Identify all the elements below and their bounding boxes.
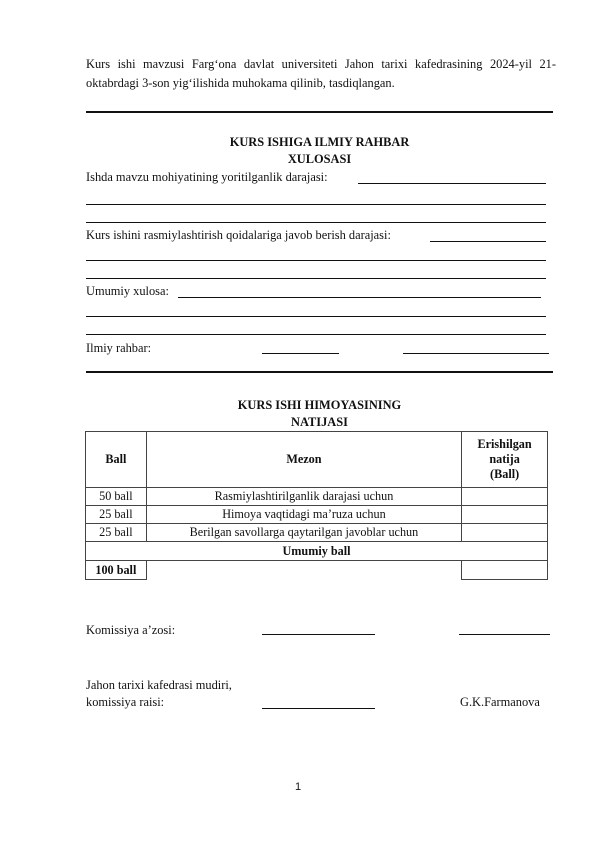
max-ball-label: 100 ball bbox=[86, 561, 147, 580]
coverage-field[interactable] bbox=[358, 183, 546, 184]
formatting-field[interactable] bbox=[430, 241, 546, 242]
coverage-line[interactable] bbox=[86, 204, 546, 205]
formatting-label: Kurs ishini rasmiylashtirish qoidalariga javob berish darajasi: bbox=[86, 228, 391, 242]
conclusion-title: KURS ISHIGA ILMIY RAHBAR bbox=[229, 135, 410, 149]
general-conclusion-line[interactable] bbox=[86, 334, 546, 335]
member-signature-field[interactable] bbox=[262, 634, 375, 635]
section-divider bbox=[86, 111, 553, 113]
supervisor-signature-field[interactable] bbox=[262, 353, 339, 354]
results-title: KURS ISHI HIMOYASINING bbox=[237, 398, 402, 412]
results-subtitle: NATIJASI bbox=[291, 415, 348, 429]
supervisor-label: Ilmiy rahbar: bbox=[86, 341, 152, 355]
total-result-cell[interactable] bbox=[462, 561, 548, 580]
row-ball: 50 ball bbox=[86, 488, 147, 506]
supervisor-name-field[interactable] bbox=[403, 353, 549, 354]
row-result-cell[interactable] bbox=[462, 488, 548, 506]
row-result-cell[interactable] bbox=[462, 524, 548, 542]
header-result: Erishilgan natija (Ball) bbox=[462, 432, 548, 488]
formatting-line[interactable] bbox=[86, 260, 546, 261]
total-label: Umumiy ball bbox=[86, 542, 548, 561]
commission-member-label: Komissiya a’zosi: bbox=[86, 623, 176, 637]
results-table bbox=[85, 431, 548, 580]
header-ball: Ball bbox=[86, 432, 147, 488]
max-row bbox=[86, 561, 548, 580]
page-number: 1 bbox=[294, 781, 302, 793]
coverage-label: Ishda mavzu mohiyatining yoritilganlik darajasi: bbox=[86, 170, 328, 184]
general-conclusion-label: Umumiy xulosa: bbox=[86, 284, 169, 298]
table-row bbox=[86, 506, 548, 524]
total-row bbox=[86, 542, 548, 561]
row-mezon: Berilgan savollarga qaytarilgan javoblar uchun bbox=[146, 524, 461, 542]
conclusion-subtitle: XULOSASI bbox=[287, 152, 352, 166]
max-row-spacer bbox=[146, 561, 461, 580]
table-row bbox=[86, 524, 548, 542]
coverage-line[interactable] bbox=[86, 222, 546, 223]
row-mezon: Himoya vaqtidagi ma’ruza uchun bbox=[146, 506, 461, 524]
approval-note: Kurs ishi mavzusi Farg‘ona davlat universiteti Jahon tarixi kafedrasining 2024-yil 21-oktabrdagi 3-son yig‘ilishida muhokama qilinib, tasdiqlangan. bbox=[86, 57, 556, 90]
row-ball: 25 ball bbox=[86, 506, 147, 524]
header-mezon: Mezon bbox=[146, 432, 461, 488]
row-mezon: Rasmiylashtirilganlik darajasi uchun bbox=[146, 488, 461, 506]
general-conclusion-field[interactable] bbox=[178, 297, 541, 298]
member-name-field[interactable] bbox=[459, 634, 550, 635]
section-divider bbox=[86, 371, 553, 373]
table-row bbox=[86, 488, 548, 506]
formatting-line[interactable] bbox=[86, 278, 546, 279]
chair-label-line2: komissiya raisi: bbox=[86, 695, 165, 709]
chair-signature-field[interactable] bbox=[262, 708, 375, 709]
general-conclusion-line[interactable] bbox=[86, 316, 546, 317]
row-ball: 25 ball bbox=[86, 524, 147, 542]
chair-name: G.K.Farmanova bbox=[460, 695, 540, 709]
table-header-row bbox=[86, 432, 548, 488]
chair-label-line1: Jahon tarixi kafedrasi mudiri, bbox=[86, 678, 232, 692]
row-result-cell[interactable] bbox=[462, 506, 548, 524]
